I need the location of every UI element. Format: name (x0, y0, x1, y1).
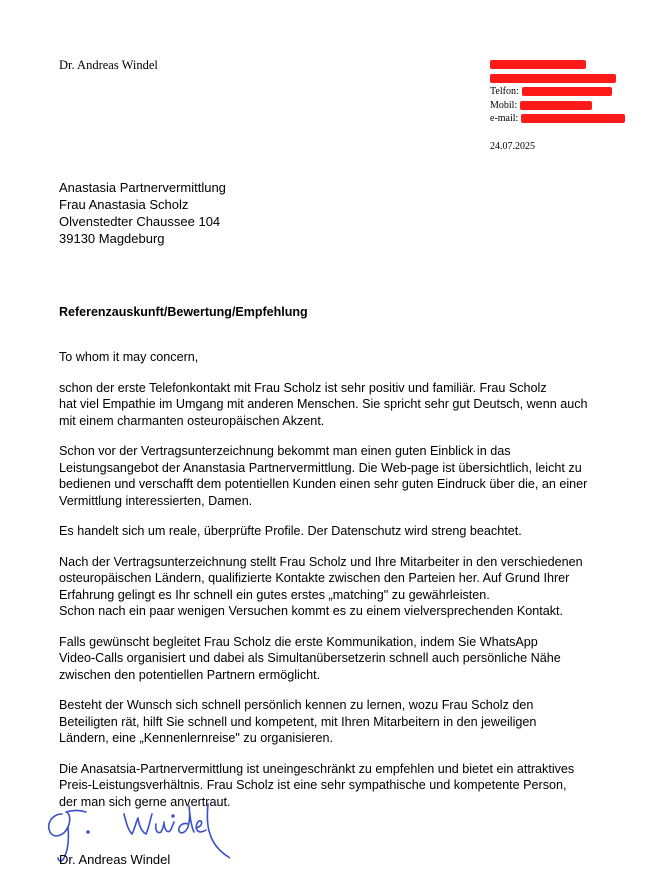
signer-name: Dr. Andreas Windel (59, 852, 171, 867)
body-line: Beteiligten rät, hilft Sie schnell und kompetent, mit Ihren Mitarbeitern in den jeweiligen (59, 714, 537, 729)
paragraph-2 (59, 443, 659, 509)
body-line: Falls gewünscht begleitet Frau Scholz die erste Kommunikation, indem Sie WhatsApp (59, 634, 538, 649)
recipient-person: Frau Anastasia Scholz (59, 197, 189, 212)
body-line: Schon vor der Vertragsunterzeichnung bekommt man einen guten Einblick in das (59, 444, 511, 458)
body-line: Es handelt sich um reale, überprüfte Profile. Der Datenschutz wird streng beachtet. (59, 524, 522, 538)
paragraph-6 (59, 697, 659, 747)
body-line: Nach der Vertragsunterzeichnung stellt Frau Scholz und Ihre Mitarbeiter in den verschiedenen (59, 554, 583, 569)
body-line: bedienen und verschafft dem potentiellen Kunden einen sehr guten Eindruck über die, an einer (59, 477, 588, 491)
paragraph-4 (59, 554, 659, 620)
email-label: e-mail: (490, 113, 519, 124)
letter-date: 24.07.2025 (490, 141, 535, 152)
recipient-address (59, 179, 226, 247)
body-line: hat viel Empathie im Umgang mit anderen Menschen. Sie spricht sehr gut Deutsch, wenn auch (59, 397, 588, 411)
letter-body (59, 349, 659, 810)
body-line: Preis-Leistungsverhältnis. Frau Scholz ist eine sehr sympathische und kompetente Person, (59, 778, 567, 792)
redacted-line-1 (490, 58, 625, 72)
email-row (490, 112, 625, 126)
mobile-label: Mobil: (490, 99, 518, 111)
greeting: To whom it may concern, (59, 350, 199, 364)
body-line: Die Anasatsia-Partnervermittlung ist uneingeschränkt zu empfehlen und bietet ein attraktives (59, 761, 575, 776)
body-line: Besteht der Wunsch sich schnell persönlich kennen zu lernen, wozu Frau Scholz den (59, 698, 534, 712)
body-line: Schon nach ein paar wenigen Versuchen kommt es zu einem vielversprechenden Kontakt. (59, 604, 564, 618)
letter-subject: Referenzauskunft/Bewertung/Empfehlung (59, 305, 308, 319)
body-line: zwischen den potentiellen Partnern ermöglicht. (59, 667, 321, 682)
sender-contact-block (490, 58, 625, 126)
body-line: osteuropäischen Ländern, qualifizierte Kontakte zwischen den Parteien her. Auf Grund Ihrer (59, 571, 570, 585)
recipient-street: Olvenstedter Chaussee 104 (59, 214, 221, 229)
recipient-city: 39130 Magdeburg (59, 231, 165, 246)
body-line: Vermittlung interessierten, Damen. (59, 493, 253, 508)
body-line: Leistungsangebot der Ananstasia Partnervermittlung. Die Web-page ist übersichtlich, leicht zu (59, 460, 582, 475)
paragraph-3 (59, 523, 659, 540)
mobile-redaction (520, 101, 592, 110)
sender-name: Dr. Andreas Windel (59, 58, 158, 72)
phone-redaction (522, 87, 612, 96)
redacted-line-2 (490, 72, 625, 86)
phone-row (490, 85, 625, 99)
body-line: Ländern, eine „Kennenlernreise" zu organisieren. (59, 731, 334, 745)
phone-label: Telfon: (490, 86, 519, 97)
recipient-company: Anastasia Partnervermittlung (59, 180, 226, 195)
body-line: der man sich gerne anvertraut. (59, 794, 231, 809)
body-line: schon der erste Telefonkontakt mit Frau Scholz ist sehr positiv und familiär. Frau Scholz (59, 380, 547, 395)
paragraph-5 (59, 634, 659, 684)
body-line: mit einem charmanten osteuropäischen Akzent. (59, 413, 325, 428)
email-redaction (521, 114, 625, 123)
paragraph-1 (59, 380, 659, 430)
mobile-row (490, 99, 625, 113)
body-line: Video-Calls organisiert und dabei als Simultanübersetzerin schnell auch persönliche Nähe (59, 651, 561, 665)
body-line: Erfahrung gelingt es Ihr schnell ein gutes erstes „matching" zu gewährleisten. (59, 587, 490, 602)
